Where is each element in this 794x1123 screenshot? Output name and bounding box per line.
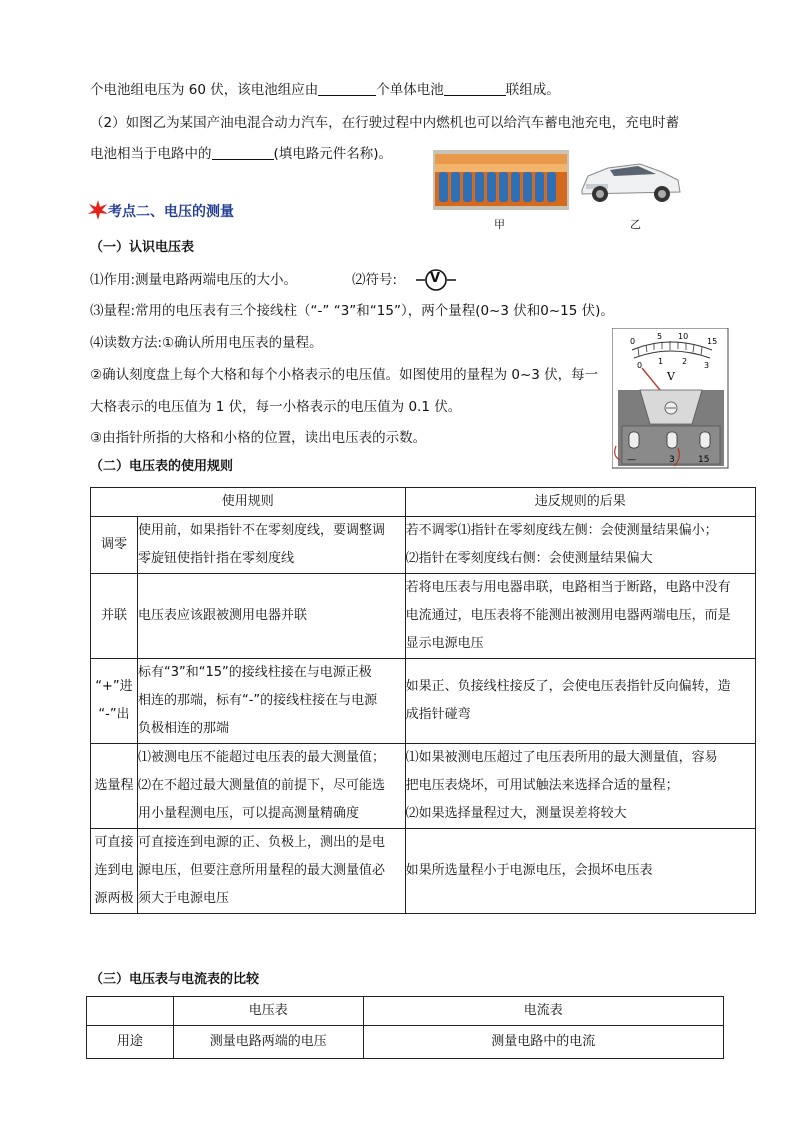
rule-cell: 可直接连到电源的正、负极上，测出的是电 源电压，但要注意所用量程的最大测量值必 须大于电源电压 [137,829,405,914]
part1-p1: ⑴作用:测量电路两端电压的大小。 [90,272,298,288]
part2-heading: （二）电压表的使用规则 [90,459,234,474]
table-header: 电流表 [363,997,723,1026]
scale-top-5: 5 [657,332,663,341]
part1-p5: ②确认刻度盘上每个大格和每个小格表示的电压值。如图使用的量程为 0~3 伏，每一 [90,367,599,383]
voltmeter-ammeter-comparison-table [86,996,724,1059]
scale-bottom-2: 2 [682,357,688,366]
part3-heading: （三）电压表与电流表的比较 [90,972,260,987]
rule-cell: 使用前，如果指针不在零刻度线，要调整调 零旋钮使指针指在零刻度线 [137,517,405,574]
battery-pack-image [433,150,569,210]
table-header-row [87,997,724,1026]
usage-rules-table [90,487,756,914]
table-header: 电压表 [173,997,363,1026]
scale-bottom-3: 3 [704,361,710,370]
table-cell: 测量电路两端的电压 [173,1026,363,1059]
voltmeter-illustration [612,328,730,470]
rule-cell: ⑴被测电压不能超过电压表的最大测量值； ⑵在不超过最大测量值的前提下，尽可能选 用小量程测电压，可以提高测量精确度 [137,744,405,829]
table-header-row [91,488,756,517]
answer-blank [444,81,506,96]
table-row [91,659,756,744]
table-row [87,1026,724,1059]
figure-caption-yi: 乙 [630,218,641,231]
intro-text: 电池相当于电路中的 [90,146,212,162]
row-label: 并联 [91,574,138,659]
intro-line-3 [90,144,392,164]
row-label: 选量程 [91,744,138,829]
table-row [91,744,756,829]
answer-blank [318,81,376,96]
consequence-cell: ⑴如果被测电压超过了电压表所用的最大测量值，容易 把电压表烧坏，可用试触法来选择合适的量程； ⑵如果选择量程过大，测量误差将较大 [405,744,755,829]
intro-line-1 [90,80,560,100]
rule-cell: 标有“3”和“15”的接线柱接在与电源正极 相连的那端，标有“-”的接线柱接在与电源 负极相连的那端 [137,659,405,744]
table-header: 使用规则 [91,488,406,517]
table-cell: 测量电路中的电流 [363,1026,723,1059]
intro-text: 个单体电池 [376,82,444,98]
answer-blank [212,145,274,160]
row-label: 用途 [87,1026,174,1059]
terminal-negative: — [627,455,636,465]
row-label: 调零 [91,517,138,574]
table-row [91,574,756,659]
intro-line-2: （2）如图乙为某国产油电混合动力汽车，在行驶过程中内燃机也可以给汽车蓄电池充电，充电时蓄 [90,115,680,131]
intro-text: 联组成。 [505,82,560,98]
meter-unit: V [667,370,675,383]
consequence-cell: 若将电压表与用电器串联，电路相当于断路，电路中没有 电流通过，电压表将不能测出被测用电器两端电压，而是 显示电源电压 [405,574,755,659]
rule-cell: 电压表应该跟被测用电器并联 [137,574,405,659]
star-icon [88,200,108,220]
terminal-3: 3 [669,455,675,465]
part1-p6: 大格表示的电压值为 1 伏，每一小格表示的电压值为 0.1 伏。 [90,399,462,415]
intro-text: 个电池组电压为 60 伏，该电池组应由 [90,82,319,98]
table-header: 违反规则的后果 [405,488,755,517]
part1-p4: ⑷读数方法:①确认所用电压表的量程。 [90,335,323,351]
consequence-cell: 若不调零⑴指针在零刻度线左侧：会使测量结果偏小； ⑵指针在零刻度线右侧：会使测量结果偏大 [405,517,755,574]
part1-p7: ③由指针所指的大格和小格的位置，读出电压表的示数。 [90,430,427,446]
scale-top-10: 10 [678,332,689,341]
voltmeter-symbol-letter: V [430,271,441,286]
table-row [91,517,756,574]
part1-p3: ⑶量程:常用的电压表有三个接线柱（“-” “3”和“15”），两个量程(0~3 伏和0~15 伏)。 [90,303,614,319]
terminal-15: 15 [698,455,710,465]
scale-top-0: 0 [630,337,636,346]
consequence-cell: 如果所选量程小于电源电压，会损坏电压表 [405,829,755,914]
figure-caption-jia: 甲 [494,218,505,231]
consequence-cell: 如果正、负接线柱接反了，会使电压表指针反向偏转，造 成指针碰弯 [405,659,755,744]
scale-bottom-1: 1 [658,357,664,366]
scale-bottom-0: 0 [637,361,643,370]
row-label: 可直接 连到电 源两极 [91,829,138,914]
table-header [87,997,174,1026]
scale-top-15: 15 [707,337,718,346]
hybrid-car-image [574,146,686,210]
part1-heading: （一）认识电压表 [90,240,195,255]
part1-p2: ⑵符号: [352,272,398,288]
kaodian-heading [88,200,234,221]
table-row [91,829,756,914]
intro-text: (填电路元件名称)。 [273,146,393,162]
kaodian-title: 考点二、电压的测量 [108,204,234,220]
row-label: “+”进 “-”出 [91,659,138,744]
